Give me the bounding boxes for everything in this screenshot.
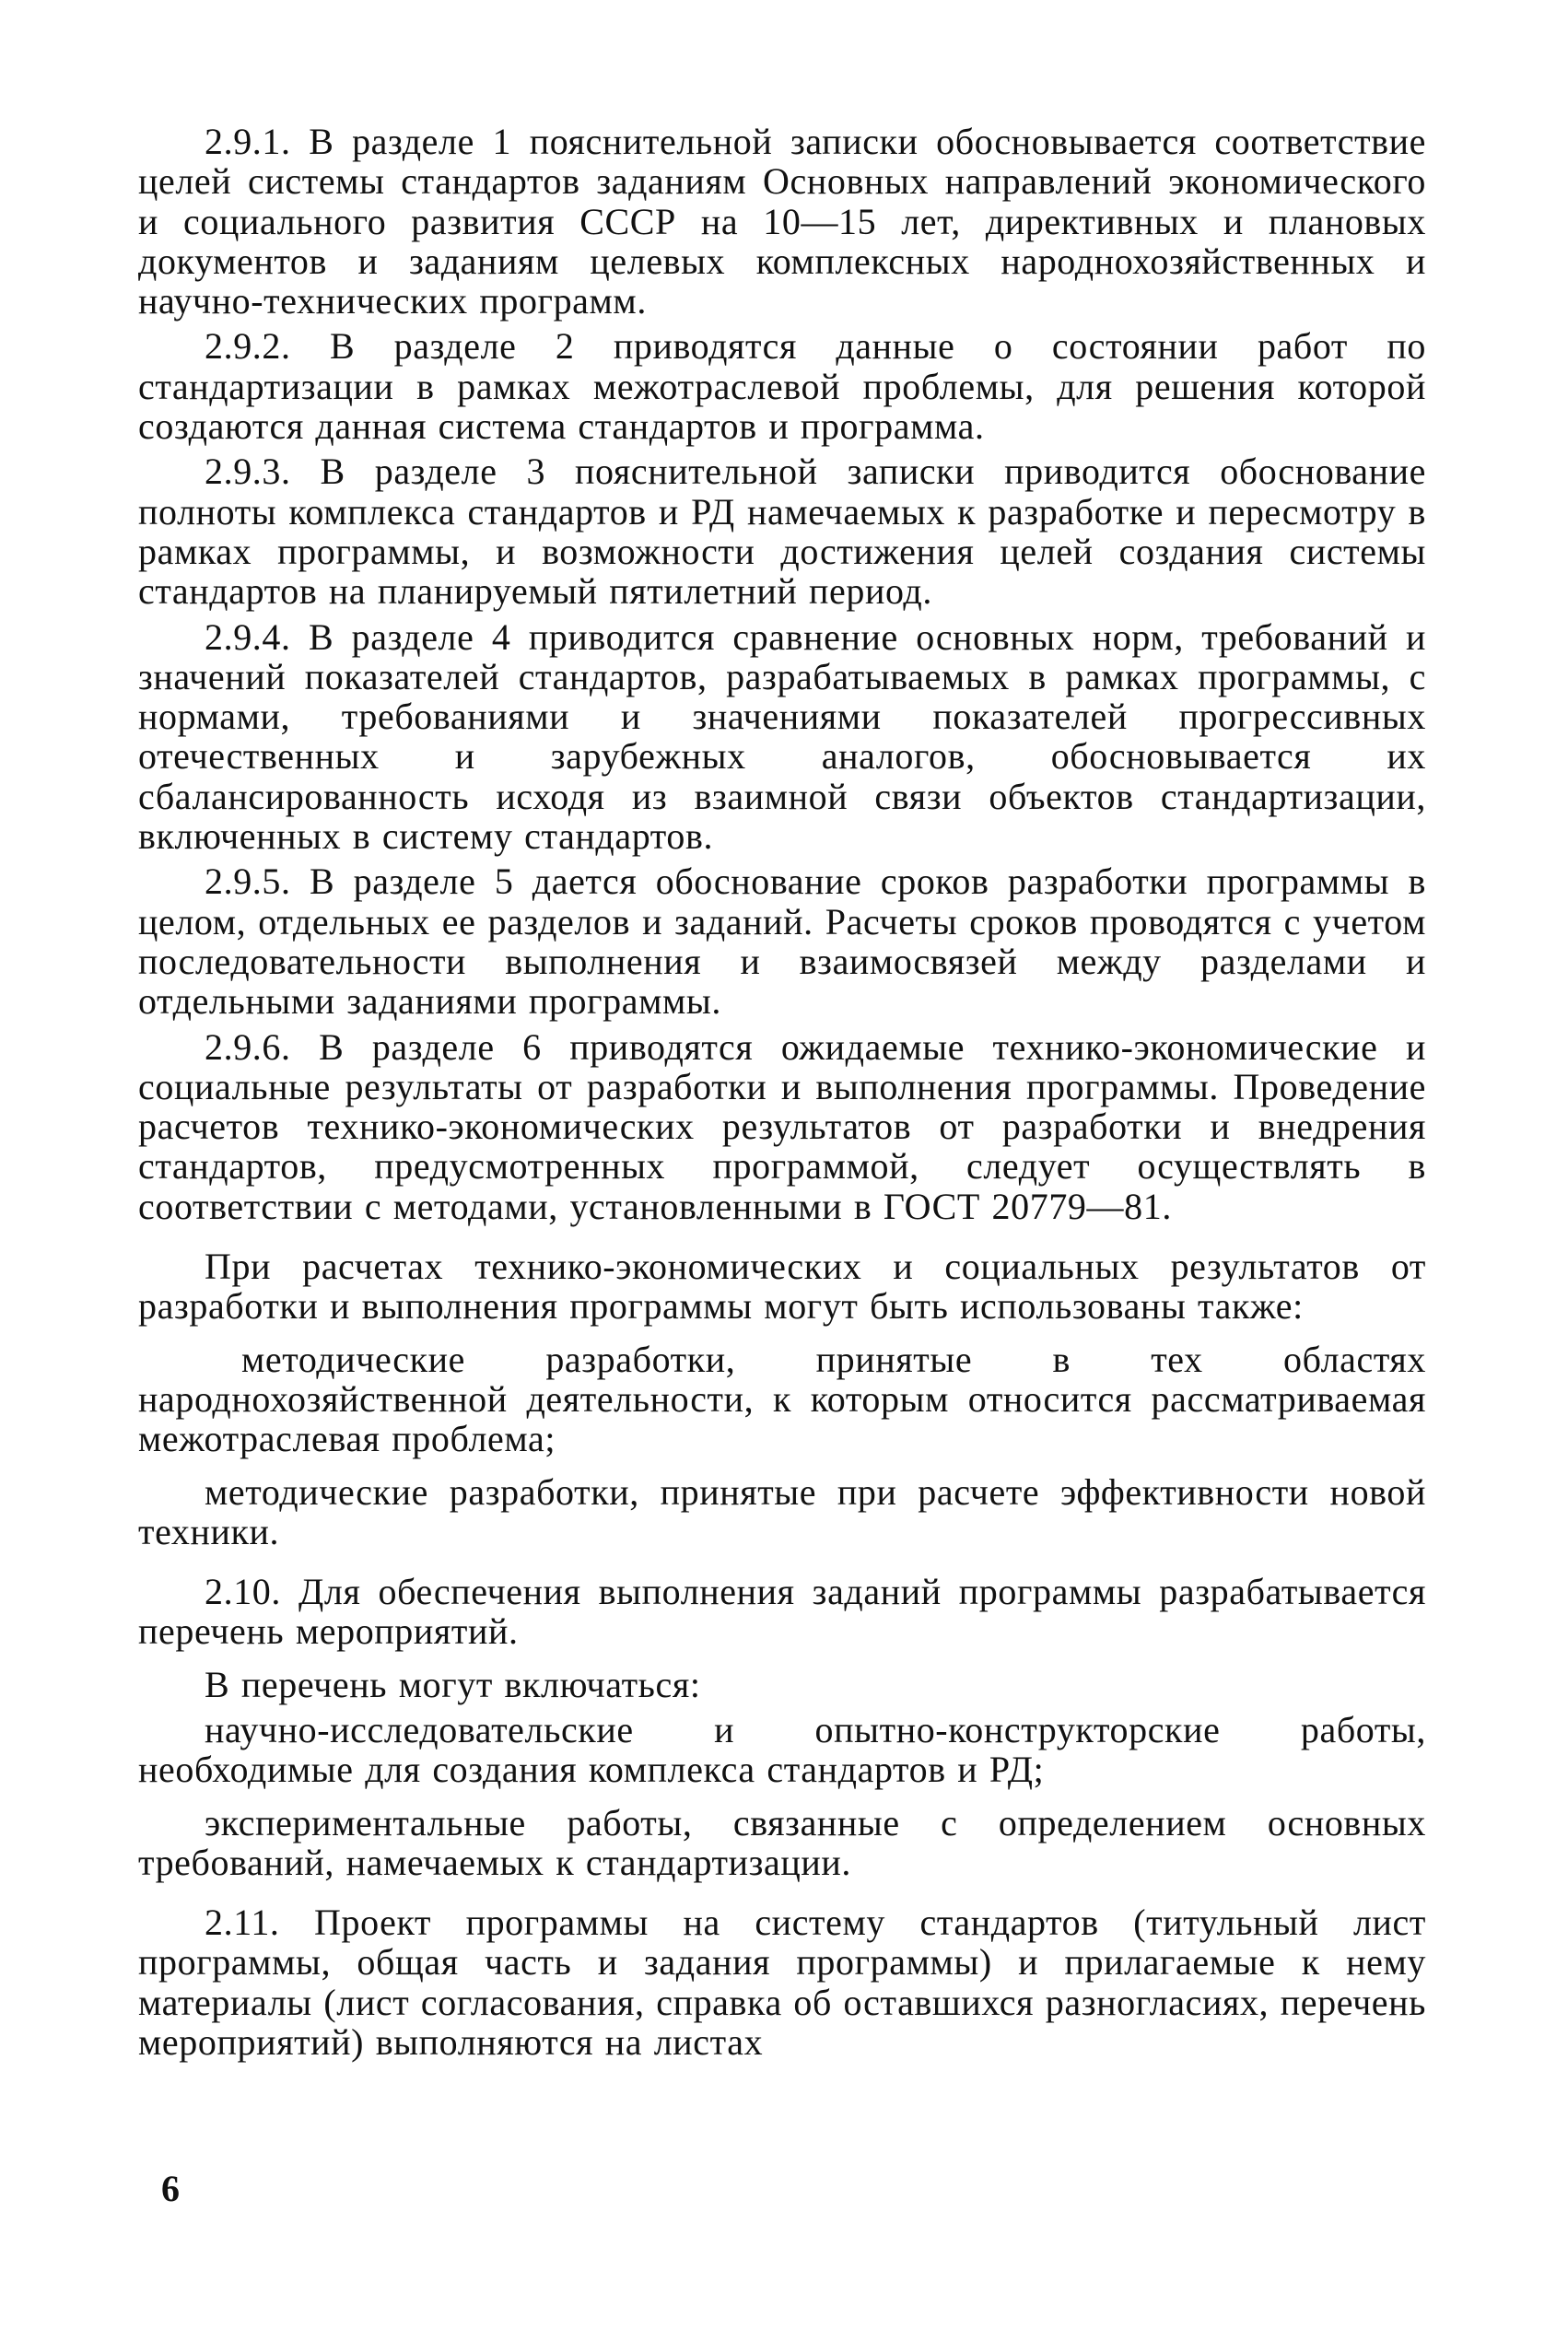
paragraph-2-9-3: 2.9.3. В разделе 3 пояснительной записки приводится обоснование полноты комплекса стандартов и РД намечаемых к разработке и пересмотру в рамках программы, и возможности достижения целей создания системы стандартов на планируемый пятилетний период. (138, 451, 1426, 613)
paragraph-calculations: При расчетах технико-экономических и социальных результатов от разработки и выполнения программы могут быть использованы также: (138, 1246, 1426, 1328)
list-item-experimental: экспериментальные работы, связанные с определением основных требований, намечаемых к стандартизации. (138, 1801, 1426, 1883)
list-item-methodical-1: методические разработки, принятые в тех областях народнохозяйственной деятельности, к которым относится рассматриваемая межотраслевая проблема; (138, 1338, 1426, 1460)
paragraph-2-9-5: 2.9.5. В разделе 5 дается обоснование сроков разработки программы в целом, отдельных ее разделов и заданий. Расчеты сроков проводятся с учетом последовательности выполнения и взаимосвязей между разделами и отдельными заданиями программы. (138, 860, 1426, 1023)
paragraph-2-9-4: 2.9.4. В разделе 4 приводится сравнение основных норм, требований и значений показателей стандартов, разрабатываемых в рамках программы, с нормами, требованиями и значениями показателей прогрессивных отечественных и зарубежных аналогов, обосновывается их сбалансированность исходя из взаимной связи объектов стандартизации, включенных в систему стандартов. (138, 615, 1426, 858)
paragraph-2-9-2: 2.9.2. В разделе 2 приводятся данные о состоянии работ по стандартизации в рамках межотраслевой проблемы, для решения которой создаются данная система стандартов и программа. (138, 325, 1426, 448)
paragraph-2-9-1: 2.9.1. В разделе 1 пояснительной записки обосновывается соответствие целей системы стандартов заданиям Основных направлений экономического и социального развития СССР на 10—15 лет, директивных и плановых документов и заданиям целевых комплексных народнохозяйственных и научно-технических программ. (138, 121, 1426, 322)
paragraph-list-intro: В перечень могут включаться: (205, 1663, 701, 1705)
paragraph-2-11: 2.11. Проект программы на систему стандартов (титульный лист программы, общая часть и задания программы) и прилагаемые к нему материалы (лист согласования, справка об оставшихся разногласиях, перечень мероприятий) выполняются на листах (138, 1902, 1426, 2064)
page-number: 6 (161, 2168, 180, 2209)
paragraph-2-10: 2.10. Для обеспечения выполнения заданий программы разрабатывается перечень мероприятий. (138, 1571, 1426, 1653)
document-page (138, 122, 1426, 2062)
list-item-research: научно-исследовательские и опытно-конструкторские работы, необходимые для создания комплекса стандартов и РД; (138, 1708, 1426, 1791)
list-item-methodical-2: методические разработки, принятые при расчете эффективности новой техники. (138, 1470, 1426, 1552)
paragraph-2-9-6: 2.9.6. В разделе 6 приводятся ожидаемые технико-экономические и социальные результаты от разработки и выполнения программы. Проведение расчетов технико-экономических результатов от разработки и внедрения стандартов, предусмотренных программой, следует осуществлять в соответствии с методами, установленными в ГОСТ 20779—81. (138, 1025, 1426, 1227)
